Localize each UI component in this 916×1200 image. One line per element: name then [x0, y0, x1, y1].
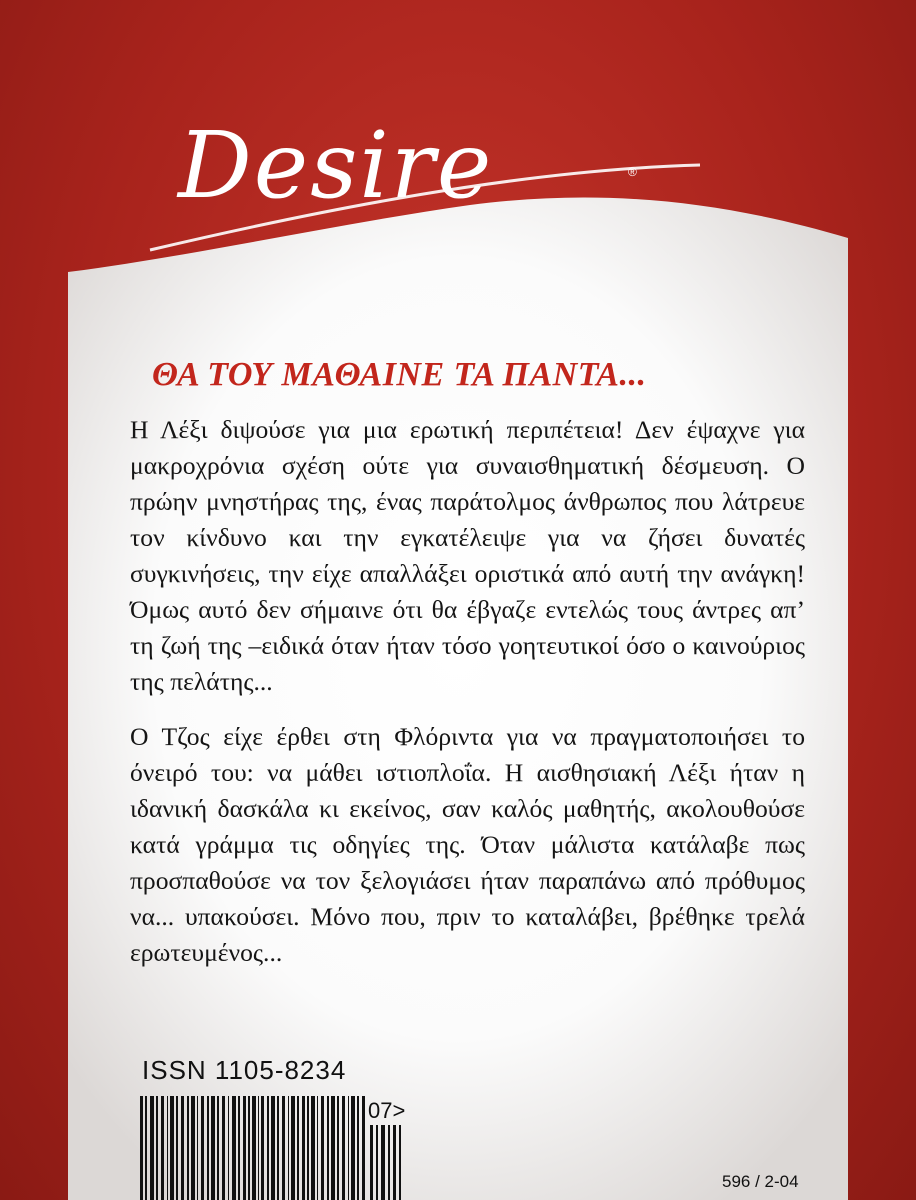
issn-number: ISSN 1105-8234: [142, 1055, 347, 1085]
barcode-addon-bars: [370, 1125, 406, 1200]
blurb-paragraph: Ο Τζος είχε έρθει στη Φλόριντα για να πραγματοποιήσει το όνειρό του: να μάθει ιστιοπλοΐα. Η αισθησιακή Λέξι ήταν η ιδανική δασκάλα κι εκείνος, σαν καλός μαθητής, ακολουθούσε κατά γράμμα τις οδηγίες της. Όταν μάλιστα κατάλαβε πως προσπαθούσε να τον ξελογιάσει ήταν παραπάνω από πρόθυμος να... υπακούσει. Μόνο που, πριν το καταλάβει, βρέθηκε τρελά ερωτευμένος...: [130, 722, 805, 967]
blurb-paragraph: Η Λέξι διψούσε για μια ερωτική περιπέτεια! Δεν έψαχνε για μακροχρόνια σχέση ούτε για συναισθηματική δέσμευση. Ο πρώην μνηστήρας της, ένας παράτολμος άνθρωπος που λάτρευε τον κίνδυνο και την εγκατέλειψε για να ζήσει δυνατές συγκινήσεις, την είχε απαλλάξει οριστικά από αυτή την ανάγκη! Όμως αυτό δεν σήμαινε ότι θα έβγαζε εντελώς τους άντρες απ’ τη ζωή της –ειδικά όταν ήταν τόσο γοητευτικοί όσο ο καινούριος της πελάτης...: [130, 415, 805, 696]
blurb-text: [130, 412, 805, 990]
barcode: [140, 1096, 368, 1200]
headline: ΘΑ ΤΟΥ ΜΑΘΑΙΝΕ ΤΑ ΠΑΝΤΑ...: [152, 356, 647, 393]
barcode-addon: 07>: [368, 1098, 406, 1123]
catalog-code: 596 / 2-04: [722, 1172, 799, 1191]
desire-logo: Desire: [178, 112, 494, 219]
registered-mark: ®: [628, 165, 637, 179]
